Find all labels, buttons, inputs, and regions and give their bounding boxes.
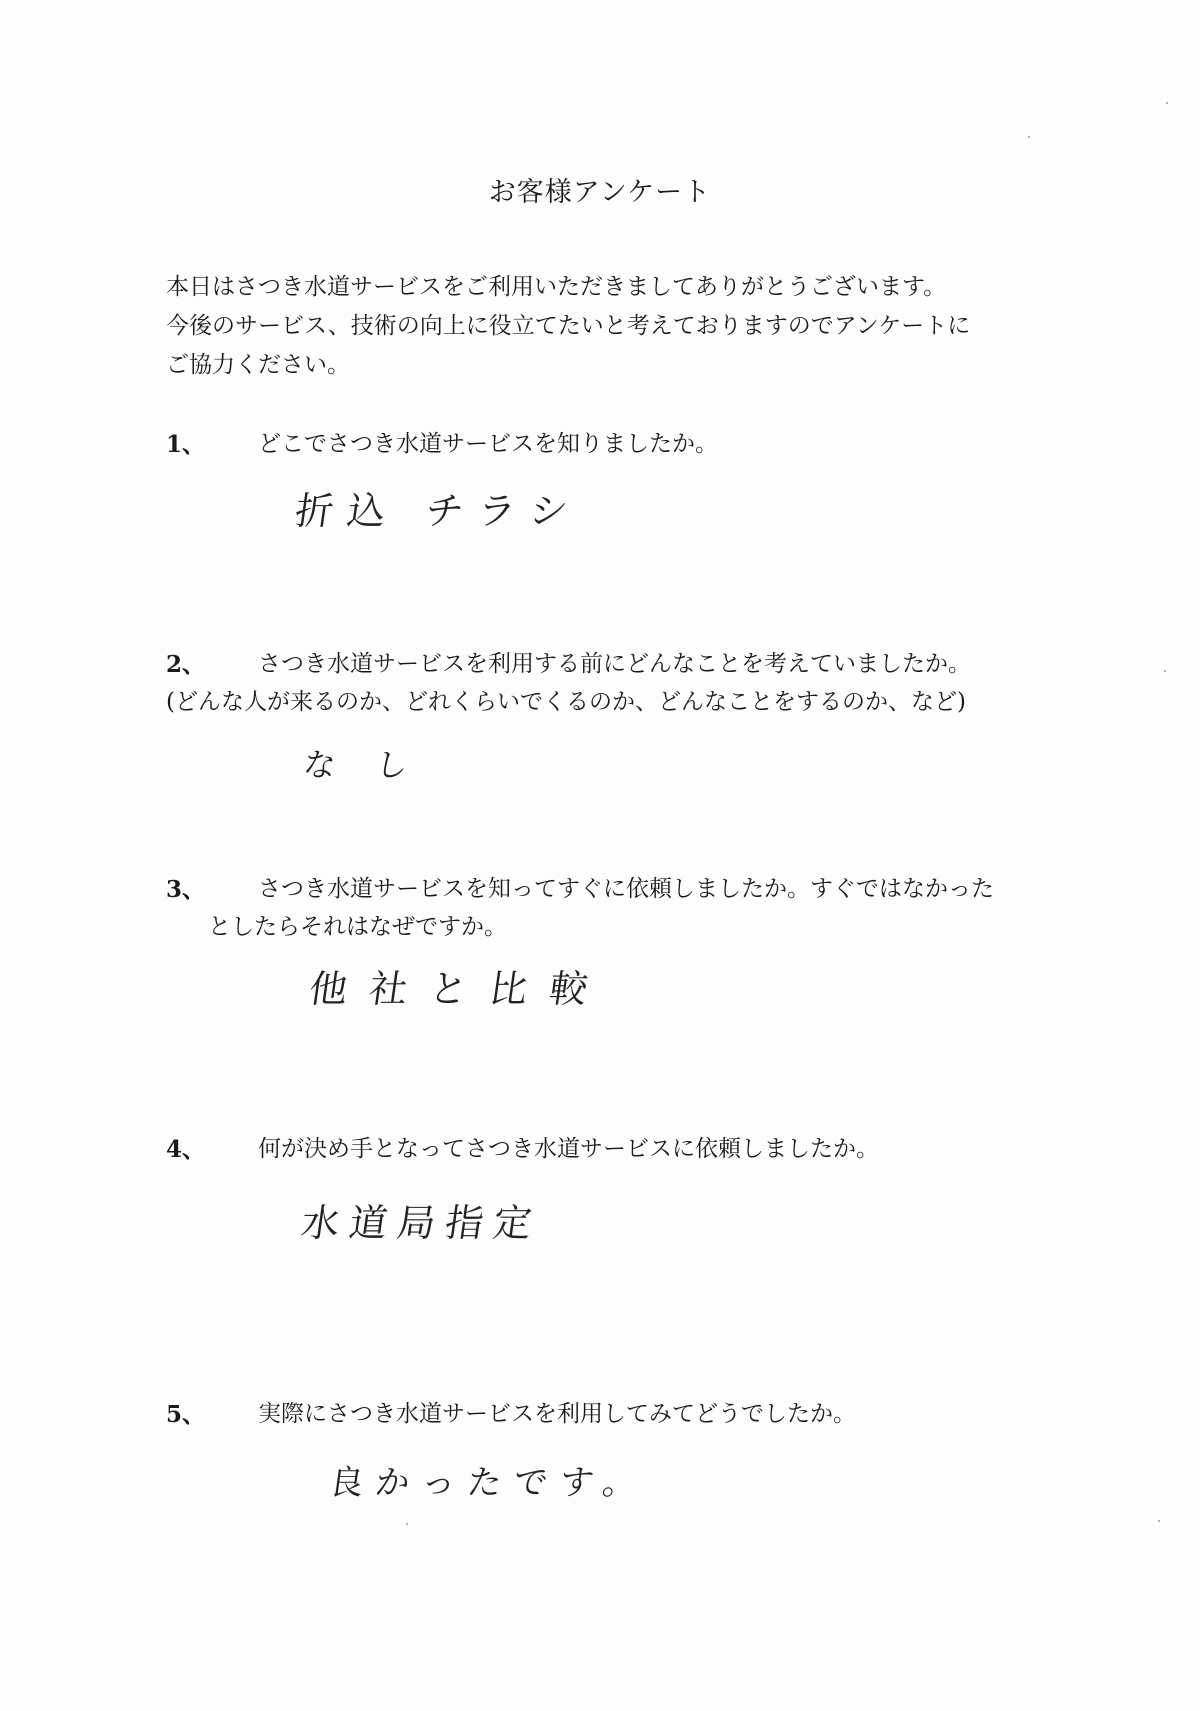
handwritten-answer-4: 水道局指定 <box>298 1201 545 1245</box>
scan-speck <box>1166 102 1168 104</box>
question-text: どこでさつき水道サービスを知りましたか。 <box>258 431 718 457</box>
intro-line: 本日はさつき水道サービスをご利用いただきましてありがとうございます。 <box>166 274 947 300</box>
handwritten-answer-5: 良かったです。 <box>326 1463 652 1503</box>
question-number: 3、 <box>166 876 206 903</box>
question-text: 何が決め手となってさつき水道サービスに依頼しましたか。 <box>258 1136 879 1162</box>
question-subtext: としたらそれはなぜですか。 <box>208 914 507 940</box>
intro-paragraph <box>166 268 1066 385</box>
page-title: お客様アンケート <box>488 177 712 208</box>
intro-line: ご協力ください。 <box>166 352 350 378</box>
question-subtext: (どんな人が来るのか、どれくらいでくるのか、どんなことをするのか、など) <box>166 689 966 715</box>
question-number: 5、 <box>166 1401 206 1428</box>
scan-speck <box>1028 136 1030 138</box>
scan-speck <box>1158 1520 1160 1522</box>
handwritten-answer-3: 他社と比較 <box>306 967 613 1011</box>
intro-line: 今後のサービス、技術の向上に役立てたいと考えておりますのでアンケートに <box>166 313 971 339</box>
question-number: 2、 <box>166 651 206 678</box>
scan-speck <box>1164 670 1166 672</box>
question-text: さつき水道サービスを利用する前にどんなことを考えていましたか。 <box>258 651 971 677</box>
question-number: 4、 <box>166 1136 206 1163</box>
question-text: 実際にさつき水道サービスを利用してみてどうでしたか。 <box>258 1401 856 1427</box>
question-number: 1、 <box>166 431 206 458</box>
handwritten-answer-1: 折込 チラシ <box>292 489 585 533</box>
handwritten-answer-2: なし <box>301 746 451 784</box>
question-text: さつき水道サービスを知ってすぐに依頼しましたか。すぐではなかった <box>258 876 994 902</box>
scan-speck <box>406 1523 408 1525</box>
